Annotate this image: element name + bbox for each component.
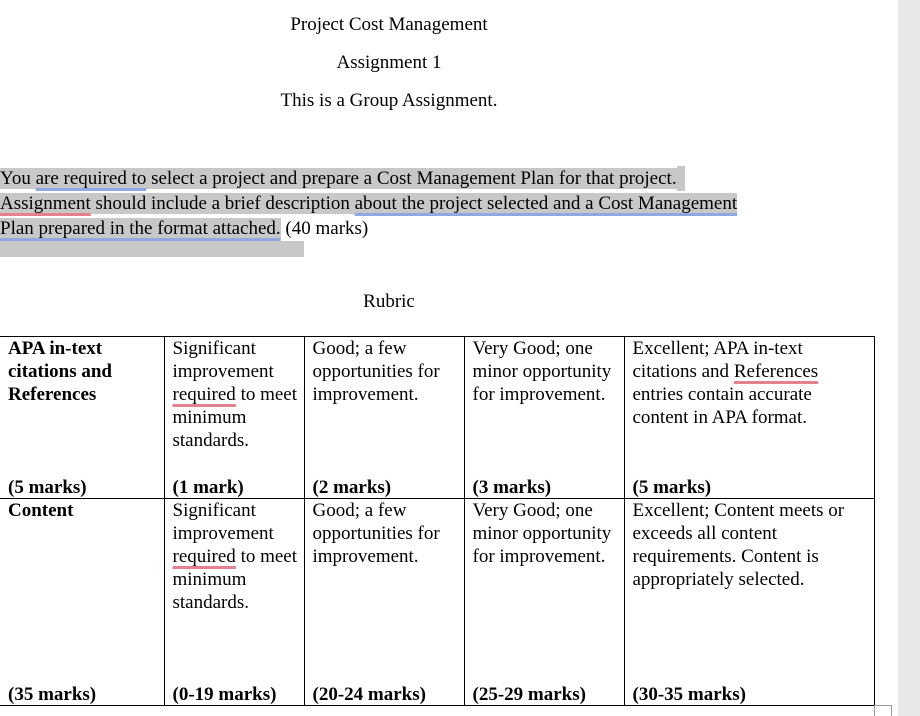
grammar-flagged-text[interactable]: about the project selected and a Cost Management bbox=[354, 193, 738, 214]
group-assignment-note: This is a Group Assignment. bbox=[280, 90, 498, 111]
resize-handle[interactable] bbox=[874, 705, 892, 716]
criterion-name: APA in-text citations and References bbox=[8, 338, 112, 405]
text-run: Excellent; APA in-text citations and bbox=[632, 338, 803, 382]
level-description bbox=[633, 337, 870, 429]
level-marks: (1 mark) bbox=[172, 477, 244, 498]
level-marks: (20-24 marks) bbox=[312, 684, 426, 705]
criterion-name: Content bbox=[8, 500, 74, 521]
grammar-flagged-text[interactable]: Plan prepared in the format attached. bbox=[0, 218, 281, 239]
rubric-level-cell[interactable] bbox=[464, 499, 624, 706]
instructions-line-2 bbox=[0, 191, 800, 216]
spelling-flagged-text[interactable]: Assignment bbox=[0, 193, 91, 214]
rubric-level-cell[interactable] bbox=[304, 337, 464, 499]
rubric-level-cell[interactable] bbox=[464, 337, 624, 499]
rubric-level-cell[interactable] bbox=[624, 499, 874, 706]
rubric-level-cell[interactable] bbox=[304, 499, 464, 706]
spelling-flagged-text[interactable]: required bbox=[172, 384, 236, 405]
level-description: Very Good; one minor opportunity for improvement. bbox=[472, 500, 612, 567]
level-marks: (25-29 marks) bbox=[472, 684, 586, 705]
text-run: to meet minimum standards. bbox=[172, 384, 298, 451]
instructions-line-1 bbox=[0, 166, 800, 191]
level-description: Good; a few opportunities for improvement. bbox=[312, 338, 440, 405]
spelling-flagged-text[interactable]: required bbox=[172, 546, 236, 567]
criterion-marks: (35 marks) bbox=[8, 684, 97, 705]
level-description: Excellent; Content meets or exceeds all content requirements. Content is appropriately selected. bbox=[632, 500, 845, 590]
text-run: Significant improvement bbox=[172, 338, 274, 382]
level-marks: (3 marks) bbox=[472, 477, 552, 498]
spelling-flagged-text[interactable]: References bbox=[733, 361, 819, 382]
rubric-row-content bbox=[0, 499, 874, 706]
assignment-title: Assignment 1 bbox=[336, 52, 442, 73]
level-marks: (0-19 marks) bbox=[172, 684, 277, 705]
text-run: to meet minimum standards. bbox=[172, 546, 298, 613]
rubric-level-cell[interactable] bbox=[624, 337, 874, 499]
marks-note: (40 marks) bbox=[280, 218, 369, 239]
text-run: select a project and prepare a Cost Management Plan for that project. bbox=[146, 168, 677, 189]
text-run: You bbox=[0, 168, 36, 189]
criterion-marks: (5 marks) bbox=[8, 477, 87, 498]
window-right-gutter bbox=[898, 0, 920, 716]
instructions-paragraph[interactable] bbox=[0, 166, 800, 257]
instructions-line-3 bbox=[0, 216, 800, 241]
grammar-flagged-text[interactable]: are required to bbox=[35, 168, 147, 189]
rubric-criterion-cell[interactable] bbox=[0, 499, 164, 706]
text-run: Significant improvement bbox=[172, 500, 274, 544]
rubric-table[interactable] bbox=[0, 336, 875, 706]
text-run: should include a brief description bbox=[90, 193, 355, 214]
highlight-padding bbox=[677, 166, 685, 191]
level-marks: (5 marks) bbox=[632, 477, 712, 498]
rubric-row-apa bbox=[0, 337, 874, 499]
rubric-level-cell[interactable] bbox=[164, 499, 304, 706]
level-description: Good; a few opportunities for improvement. bbox=[312, 500, 440, 567]
course-title: Project Cost Management bbox=[290, 14, 488, 35]
rubric-criterion-cell[interactable] bbox=[0, 337, 164, 499]
rubric-level-cell[interactable] bbox=[164, 337, 304, 499]
level-marks: (2 marks) bbox=[312, 477, 392, 498]
rubric-title: Rubric bbox=[363, 291, 415, 312]
level-description bbox=[173, 499, 300, 614]
highlight-padding bbox=[0, 241, 304, 257]
level-description bbox=[173, 337, 300, 452]
text-run: entries contain accurate content in APA format. bbox=[632, 384, 812, 428]
level-marks: (30-35 marks) bbox=[632, 684, 746, 705]
level-description: Very Good; one minor opportunity for improvement. bbox=[472, 338, 612, 405]
